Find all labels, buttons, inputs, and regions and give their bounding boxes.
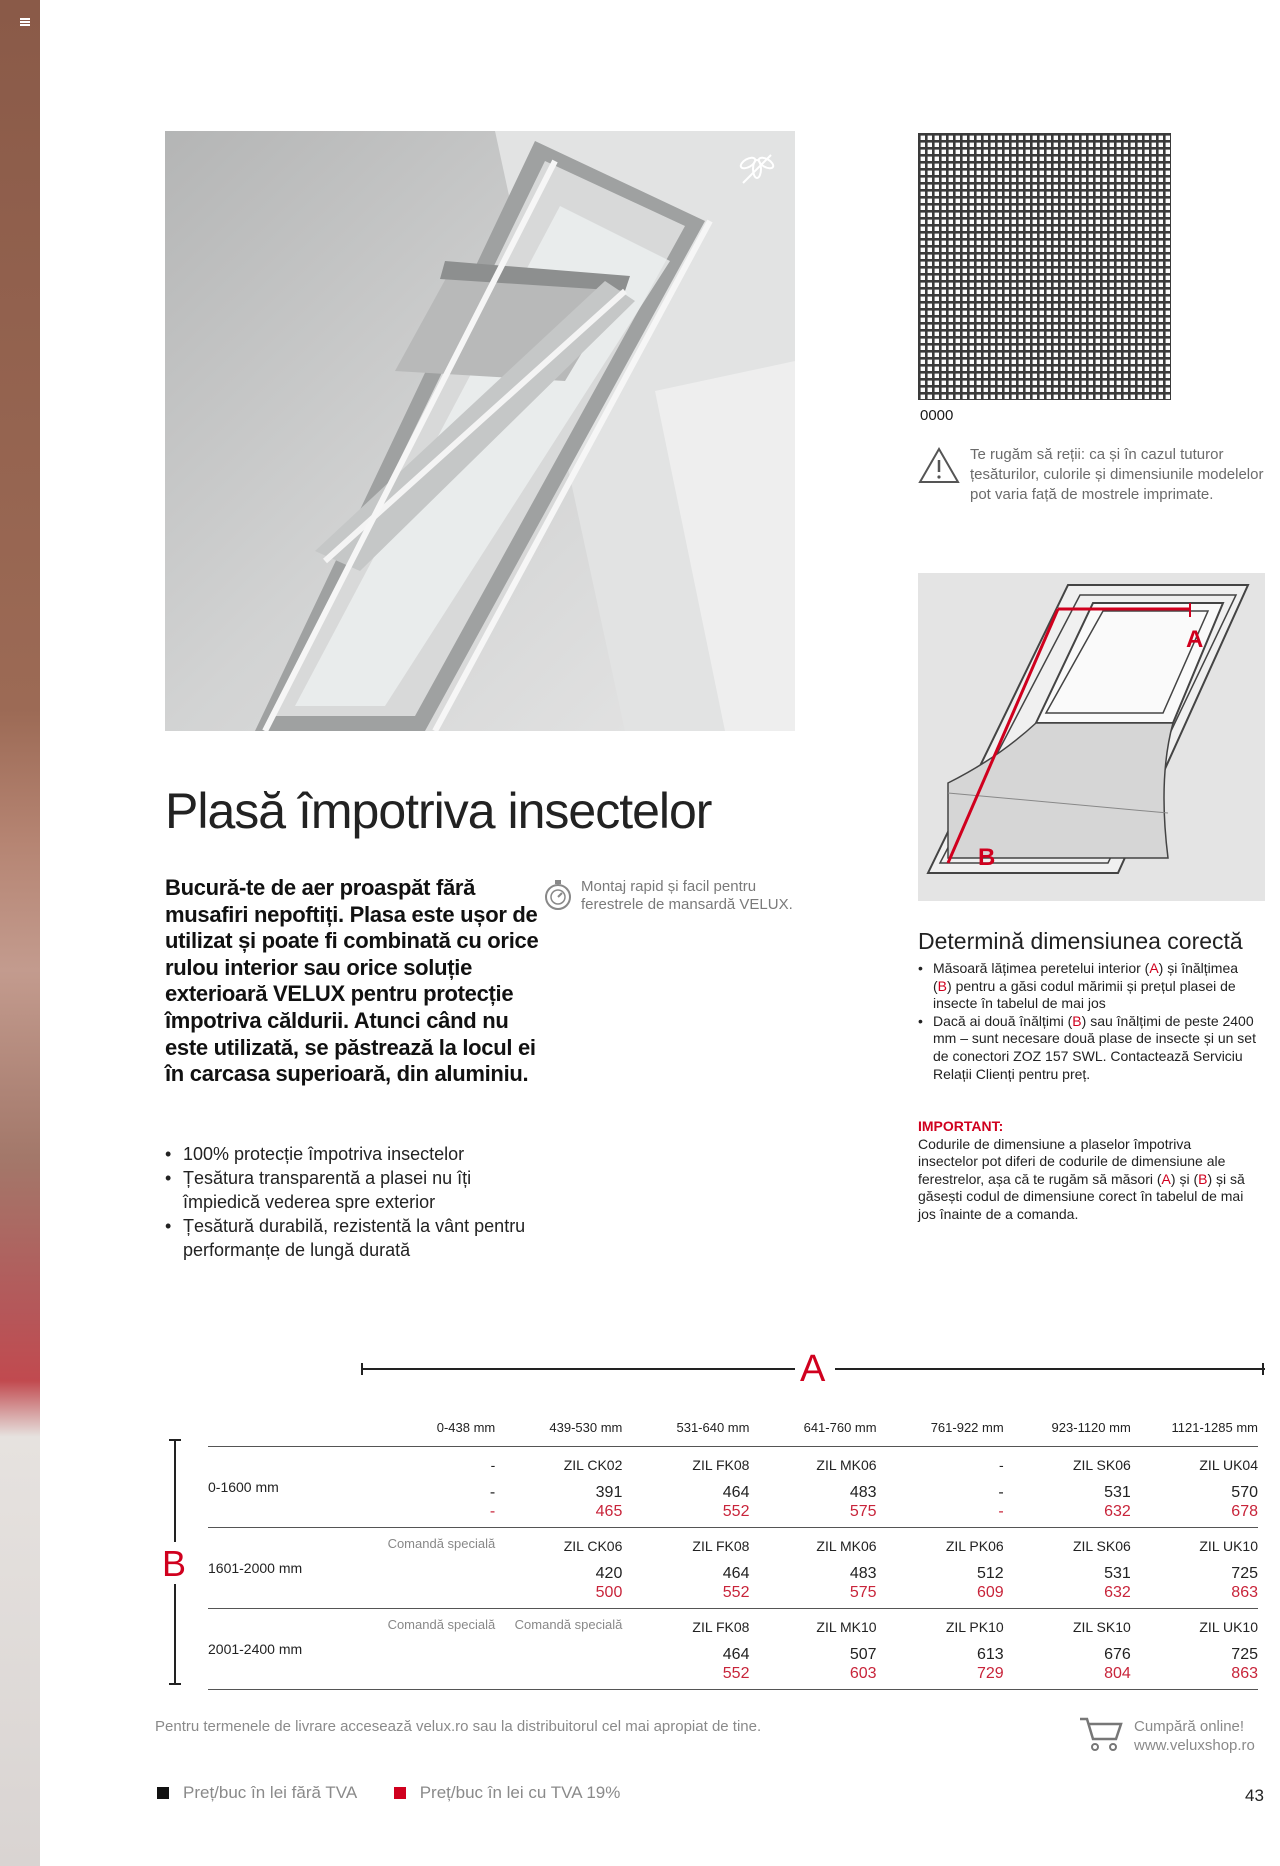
col-header: 0-438 mm [436,1419,496,1435]
table-cell: Comandă specială [387,1617,496,1632]
row-label: 0-1600 mm [208,1479,279,1495]
table-row [208,1447,1258,1528]
sizing-title: Determină dimensiunea corectă [918,928,1243,954]
table-cell: ZIL UK10 725 863 [1199,1538,1258,1601]
table-cell: ZIL MK06 483 575 [816,1457,877,1520]
table-cell: ZIL UK10 725 863 [1199,1619,1258,1682]
list-item: • Țesătura transparentă a plasei nu îți împiedică vederea spre exterior [165,1166,545,1214]
page-number: 43 [1245,1786,1264,1805]
width-axis [360,1345,1265,1385]
axis-a-label: A [800,1348,826,1385]
table-cell: ZIL SK06 531 632 [1072,1457,1131,1520]
height-axis [160,1438,190,1686]
legend-square-red [394,1787,406,1799]
table-cell: ZIL SK06 531 632 [1072,1538,1131,1601]
table-cell: ZIL CK02 391 465 [563,1457,623,1520]
table-cell: ZIL MK10 507 603 [816,1619,877,1682]
table-header-row [208,1408,1258,1447]
list-item: • 100% protecție împotriva insectelor [165,1142,545,1166]
shop-url[interactable]: www.veluxshop.ro [1134,1737,1255,1754]
table-cell: ZIL MK06 483 575 [816,1538,877,1601]
table-cell: ZIL UK04 570 678 [1199,1457,1258,1520]
col-header: 761-922 mm [930,1419,1004,1435]
legend-square-black [157,1787,169,1799]
table-cell: - - - [998,1457,1004,1520]
legend-incl-vat: Preț/buc în lei cu TVA 19% [419,1783,621,1802]
important-note: IMPORTANT: Codurile de dimensiune a plaselor împotriva insectelor pot diferi de codurile de dimensiune ale ferestrelor, așa că te rugăm să măsori (A) și (B) și să găsești codul de dimensiune corect în tabelul de mai jos înainte de a comanda. [918,1118,1253,1224]
swatch-code: 0000 [920,407,954,424]
measurement-diagram [918,573,1265,901]
page-title: Plasă împotriva insectelor [165,783,712,839]
diagram-label-a: A [1186,626,1204,653]
col-header: 439-530 mm [549,1419,623,1435]
product-photo [165,131,795,731]
table-cell: ZIL PK06 512 609 [945,1538,1004,1601]
table-cell: ZIL FK08 464 552 [692,1457,750,1520]
table-cell: - - - [489,1457,496,1520]
col-header: 531-640 mm [676,1419,750,1435]
diagram-label-b: B [978,844,996,871]
col-header: 923-1120 mm [1051,1419,1131,1435]
warning-text: Te rugăm să reții: ca și în cazul tuturor țesăturilor, culorile și dimensiunile modelelor pot varia față de mostrele imprimate. [970,446,1264,503]
row-label: 2001-2400 mm [208,1641,303,1657]
list-item: • Dacă ai două înălțimi (B) sau înălțimi de peste 2400 mm – sunt necesare două plase de insecte și un set de conectori ZOZ 157 SWL. Contactează Serviciu Relații Clienți pentru preț. [918,1013,1258,1083]
shopping-cart-icon [1078,1715,1124,1753]
size-table [208,1408,1258,1690]
menu-icon[interactable] [20,18,30,26]
table-cell: ZIL FK08 464 552 [692,1619,750,1682]
table-row [208,1609,1258,1690]
table-cell: ZIL CK06 420 500 [563,1538,623,1601]
price-legend [157,1783,620,1803]
table-cell: ZIL SK10 676 804 [1072,1619,1131,1682]
table-cell: ZIL PK10 613 729 [945,1619,1004,1682]
feature-list [165,1142,545,1262]
feature-text: Montaj rapid și facil pentru ferestrele de mansardă VELUX. [581,878,793,913]
axis-b-label: B [162,1543,187,1584]
sizing-list [918,960,1258,1083]
mesh-swatch [918,133,1171,400]
stopwatch-icon [543,878,573,912]
legend-excl-vat: Preț/buc în lei fără TVA [183,1783,357,1802]
delivery-note: Pentru termenele de livrare accesează velux.ro sau la distribuitorul cel mai apropiat de tine. [155,1718,762,1735]
row-label: 1601-2000 mm [208,1560,303,1576]
table-cell: ZIL FK08 464 552 [692,1538,750,1601]
table-row [208,1528,1258,1609]
warning-icon [918,447,960,485]
table-cell: Comandă specială [514,1617,623,1632]
col-header: 1121-1285 mm [1171,1419,1258,1435]
col-header: 641-760 mm [803,1419,877,1435]
list-item: • Măsoară lățimea peretelui interior (A) și înălțimea (B) pentru a găsi codul mărimii și prețul plasei de insecte în tabelul de mai jos [918,960,1258,1013]
shop-line-1: Cumpără online! [1134,1718,1245,1735]
left-photo-strip [0,0,40,1866]
table-cell: Comandă specială [387,1536,496,1551]
list-item: • Țesătură durabilă, rezistentă la vânt pentru performanțe de lungă durată [165,1214,545,1262]
important-label: IMPORTANT: [918,1118,1004,1134]
intro-text: Bucură-te de aer proaspăt fără musafiri nepoftiți. Plasa este ușor de utilizat și poate fi combinată cu orice rulou interior sau orice soluție exterioară VELUX pentru protecție împotriva căldurii. Atunci când nu este utilizată, se păstrează la locul ei în carcasa superioară, din aluminiu. [165,875,539,1087]
